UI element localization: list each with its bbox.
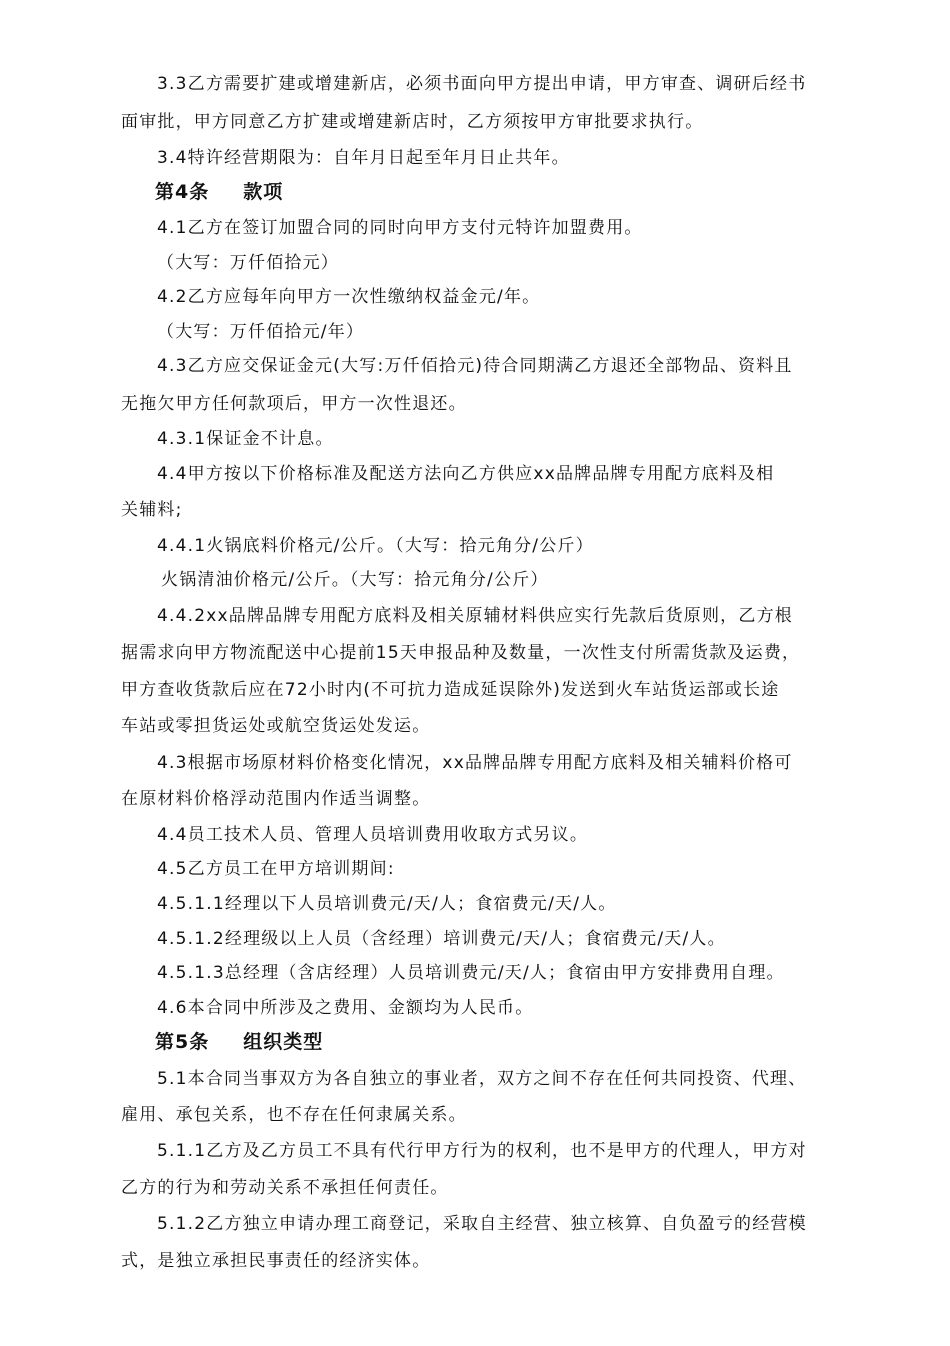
paragraph-line: 甲方查收货款后应在72小时内(不可抗力造成延误除外)发送到火车站货运部或长途 [121,680,780,700]
section-title: 款项 [243,181,284,203]
paragraph-line: 4.3根据市场原材料价格变化情况，xx品牌品牌专用配方底料及相关辅料价格可 [157,753,793,773]
paragraph-line: 5.1.2乙方独立申请办理工商登记，采取自主经营、独立核算、自负盈亏的经营模 [157,1214,807,1234]
paragraph-line: 5.1本合同当事双方为各自独立的事业者，双方之间不存在任何共同投资、代理、 [157,1069,807,1089]
paragraph-line: 乙方的行为和劳动关系不承担任何责任。 [121,1178,449,1198]
paragraph-line: 4.4员工技术人员、管理人员培训费用收取方式另议。 [157,825,589,845]
paragraph-line: 4.5.1.3总经理（含店经理）人员培训费元/天/人；食宿由甲方安排费用自理。 [157,963,785,983]
paragraph-line: 据需求向甲方物流配送中心提前15天申报品种及数量，一次性支付所需货款及运费， [121,643,801,663]
section-title: 组织类型 [243,1031,324,1053]
paragraph-line: （大写：万仟佰拾元） [157,253,339,273]
paragraph-line: 4.4甲方按以下价格标准及配送方法向乙方供应xx品牌品牌专用配方底料及相 [157,464,775,484]
paragraph-line: 4.2乙方应每年向甲方一次性缴纳权益金元/年。 [157,287,541,307]
paragraph-line: 4.5.1.1经理以下人员培训费元/天/人；食宿费元/天/人。 [157,894,617,914]
paragraph-line: 4.1乙方在签订加盟合同的同时向甲方支付元特许加盟费用。 [157,218,643,238]
paragraph-line: 雇用、承包关系，也不存在任何隶属关系。 [121,1105,467,1125]
paragraph-line: 5.1.1乙方及乙方员工不具有代行甲方行为的权利，也不是甲方的代理人，甲方对 [157,1141,807,1161]
paragraph-line: 4.3.1保证金不计息。 [157,429,334,449]
paragraph-line: 4.3乙方应交保证金元(大写:万仟佰拾元)待合同期满乙方退还全部物品、资料且 [157,356,793,376]
paragraph-line: 无拖欠甲方任何款项后，甲方一次性退还。 [121,394,467,414]
section-heading-4 [155,180,283,204]
paragraph-line: 4.6本合同中所涉及之费用、金额均为人民币。 [157,998,534,1018]
paragraph-line: 面审批，甲方同意乙方扩建或增建新店时，乙方须按甲方审批要求执行。 [121,112,704,132]
paragraph-line: 式，是独立承担民事责任的经济实体。 [121,1251,431,1271]
paragraph-line: 4.4.1火锅底料价格元/公斤。（大写：拾元角分/公斤） [157,536,594,556]
paragraph-line: 3.4特许经营期限为：自年月日起至年月日止共年。 [157,148,570,168]
paragraph-line: 火锅清油价格元/公斤。（大写：拾元角分/公斤） [161,570,549,590]
section-number: 第5条 [155,1031,210,1053]
paragraph-line: 关辅料; [121,500,183,520]
section-heading-5 [155,1030,323,1054]
paragraph-line: 4.5.1.2经理级以上人员（含经理）培训费元/天/人；食宿费元/天/人。 [157,929,726,949]
paragraph-line: 4.5乙方员工在甲方培训期间: [157,859,395,879]
paragraph-line: 车站或零担货运处或航空货运处发运。 [121,716,431,736]
paragraph-line: （大写：万仟佰拾元/年） [157,322,365,342]
paragraph-line: 在原材料价格浮动范围内作适当调整。 [121,789,431,809]
paragraph-line: 4.4.2xx品牌品牌专用配方底料及相关原辅材料供应实行先款后货原则，乙方根 [157,606,793,626]
section-number: 第4条 [155,181,210,203]
paragraph-line: 3.3乙方需要扩建或增建新店，必须书面向甲方提出申请，甲方审查、调研后经书 [157,74,807,94]
